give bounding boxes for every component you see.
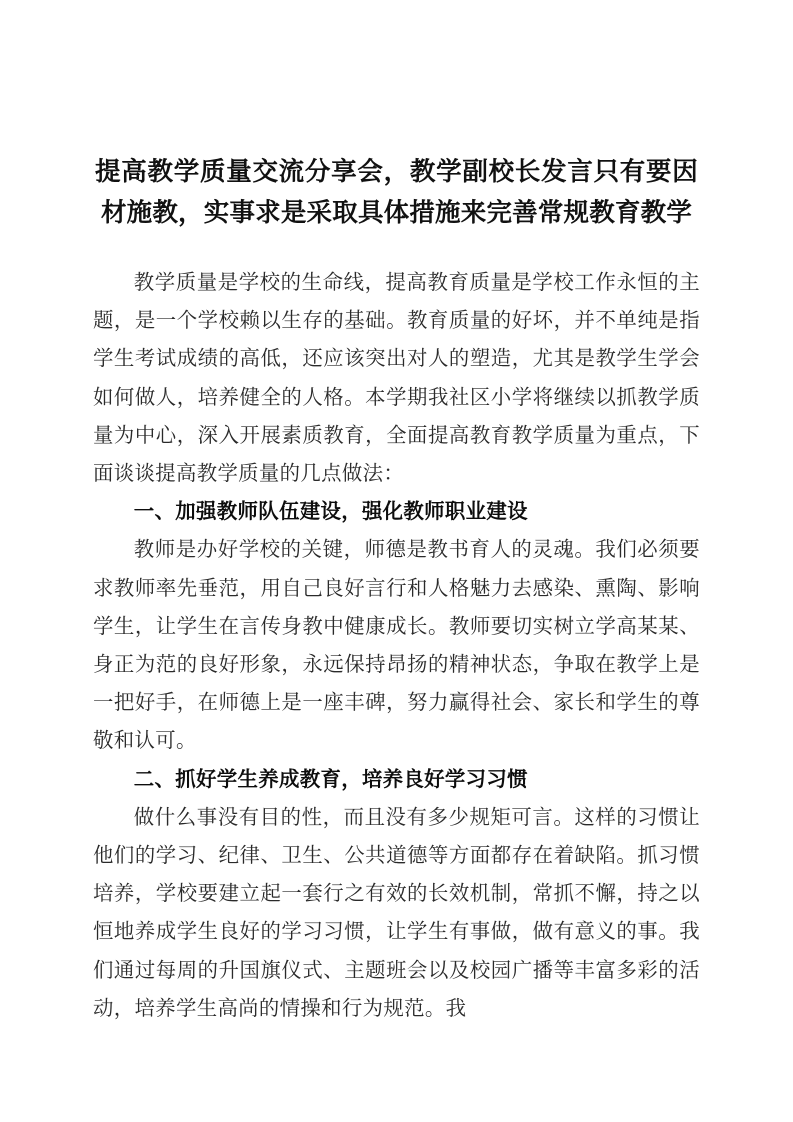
section-heading-two: 二、抓好学生养成教育，培养良好学习习惯 <box>133 768 528 791</box>
section-two-paragraph: 做什么事没有目的性，而且没有多少规矩可言。这样的习惯让他们的学习、纪律、卫生、公共道德等方面都存在着缺陷。抓习惯培养，学校要建立起一套行之有效的长效机制，常抓不懈，持之以恒地养成学生良好的学习习惯，让学生有事做，做有意义的事。我们通过每周的升国旗仪式、主题班会以及校园广播等丰富多彩的活动，培养学生高尚的情操和行为规范。我 <box>93 806 700 1020</box>
intro-paragraph: 教学质量是学校的生命线，提高教育质量是学校工作永恒的主题，是一个学校赖以生存的基础。教育质量的好坏，并不单纯是指学生考试成绩的高低，还应该突出对人的塑造，尤其是教学生学会如何做人，培养健全的人格。本学期我社区小学将继续以抓教学质量为中心，深入开展素质教育，全面提高教育教学质量为重点，下面谈谈提高教学质量的几点做法： <box>93 272 700 486</box>
section-heading-one: 一、加强教师队伍建设，强化教师职业建设 <box>133 501 528 524</box>
section-one-paragraph: 教师是办好学校的关键，师德是教书育人的灵魂。我们必须要求教师率先垂范，用自己良好言行和人格魅力去感染、熏陶、影响学生，让学生在言传身教中健康成长。教师要切实树立学高某某、身正为范的良好形象，永远保持昂扬的精神状态，争取在教学上是一把好手，在师德上是一座丰碑，努力赢得社会、家长和学生的尊敬和认可。 <box>93 539 700 753</box>
document-title: 提高教学质量交流分享会，教学副校长发言只有要因材施教，实事求是采取具体措施来完善常规教育教学 <box>95 158 698 227</box>
document-body <box>93 264 700 1028</box>
